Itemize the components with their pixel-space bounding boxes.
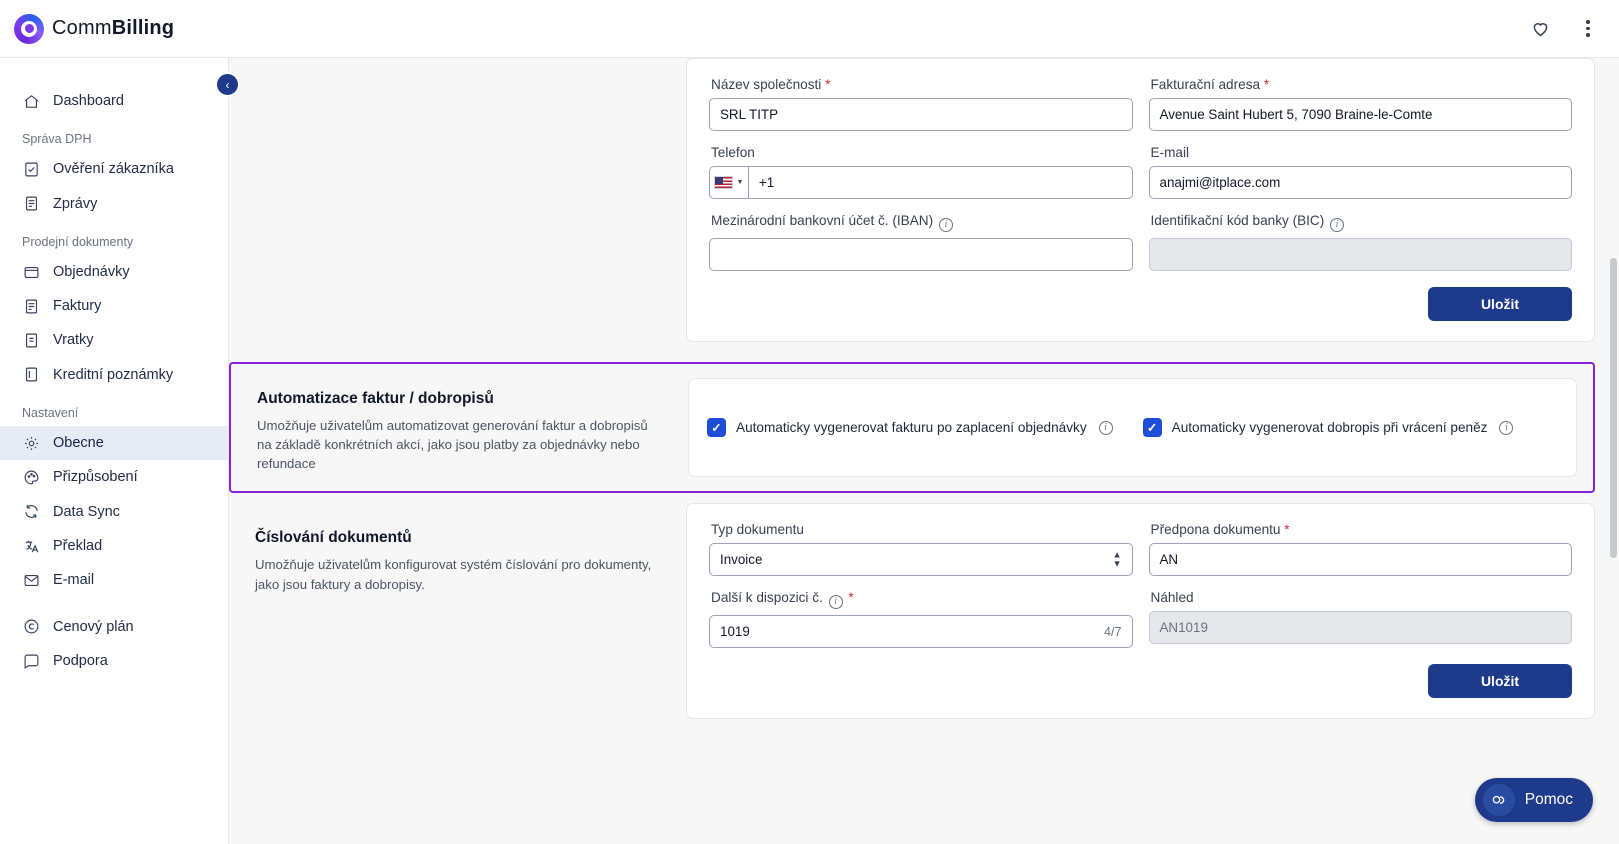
next-number-counter: 4/7 [1103,624,1122,639]
document-prefix-label: Předpona dokumentu * [1150,522,1290,538]
bic-label: Identifikační kód banky (BIC) i [1151,213,1573,232]
sidebar-item-label: Kreditní poznámky [53,366,174,383]
top-bar-actions [1527,16,1601,42]
automation-options-card [688,378,1577,477]
credit-note-icon [22,365,41,384]
sidebar-group-title-sales: Prodejní dokumenty [22,234,134,249]
sidebar-item-label: Podpora [53,652,108,669]
company-name-input[interactable]: SRL TITP [709,98,1133,131]
sidebar-item-label: E-mail [53,572,95,589]
gear-icon [22,434,41,453]
sidebar-item-dashboard[interactable] [0,84,228,118]
save-numbering-button[interactable]: Uložit [1428,664,1572,698]
sidebar-collapse-button[interactable]: ‹ [215,72,240,97]
numbering-description: Umožňuje uživatelům konfigurovat systém číslování pro dokumenty, jako jsou faktury a dobropisy. [255,557,652,592]
document-numbering-section [229,503,1595,719]
invoice-automation-section [229,362,1595,493]
pricing-icon [22,617,41,636]
help-button[interactable] [1475,778,1593,822]
sidebar [0,58,229,844]
report-icon [22,194,41,213]
required-marker: * [848,590,854,606]
mail-icon [22,571,41,590]
document-type-select[interactable]: Invoice [709,543,1133,576]
main-content [229,58,1619,844]
required-marker: * [825,77,831,92]
phone-input[interactable]: +1 [748,166,1133,199]
sidebar-item-label: Data Sync [53,503,120,520]
email-input[interactable]: anajmi@itplace.com [1149,166,1573,199]
sidebar-item-invoices[interactable] [0,289,228,323]
country-flag-selector[interactable] [709,166,748,199]
company-name-label: Název společnosti * [711,77,831,92]
sidebar-item-label: Zprávy [53,195,98,212]
required-marker: * [1263,77,1270,92]
sidebar-item-email[interactable] [0,563,228,597]
next-number-label: Další k dispozici č. i * [711,590,854,608]
logo-icon [14,14,44,44]
email-label: E-mail [1150,145,1190,160]
brand-suffix: Billing [111,17,175,39]
home-icon [22,92,41,111]
iban-label: Mezinárodní bankovní účet č. (IBAN) i [711,213,1133,232]
sidebar-item-label: Vratky [53,332,94,349]
field-email [1149,145,1573,199]
automation-description-block [231,364,688,491]
billing-address-label: Fakturační adresa * [1150,77,1270,92]
document-prefix-input[interactable]: AN [1149,543,1573,576]
check-doc-icon [22,160,41,179]
sidebar-group-title-vat: Správa DPH [22,132,92,147]
company-save-row [709,287,1572,321]
company-details-form [686,58,1595,342]
more-vertical-icon[interactable] [1575,16,1601,42]
top-bar [0,0,1619,58]
us-flag-icon [714,176,733,189]
numbering-grid [709,522,1572,648]
sidebar-item-general[interactable] [0,426,228,460]
sidebar-item-orders[interactable] [0,255,228,289]
sidebar-group-title-settings: Nastavení [22,406,79,421]
document-type-label: Typ dokumentu [711,522,804,538]
billing-address-input[interactable]: Avenue Saint Hubert 5, 7090 Braine-le-Comte [1149,98,1573,131]
sidebar-item-support[interactable] [0,644,228,678]
field-iban [709,213,1133,271]
field-document-type [709,522,1133,576]
sidebar-item-label: Cenový plán [53,618,134,635]
sidebar-item-translation[interactable] [0,529,228,563]
sidebar-item-customization[interactable] [0,460,228,494]
translate-icon [22,537,41,556]
sidebar-item-pricing-plan[interactable] [0,610,228,644]
info-icon[interactable]: i [939,218,953,232]
required-marker: * [1284,522,1290,538]
next-number-value: 1019 [720,624,750,640]
sidebar-item-label: Dashboard [53,93,124,109]
auto-invoice-label: Automaticky vygenerovat fakturu po zaplacení objednávky [736,420,1087,436]
phone-label: Telefon [711,145,755,160]
return-icon [22,331,41,350]
auto-credit-note-label: Automaticky vygenerovat dobropis při vrácení peněz [1171,420,1488,436]
automation-description: Umožňuje uživatelům automatizovat generování faktur a dobropisů na základě konkrétních akcí, jako jsou platby za objednávky nebo refundace [257,418,648,472]
auto-credit-note-option[interactable] [1143,418,1516,437]
numbering-save-row [709,664,1572,698]
order-icon [22,263,41,282]
sidebar-item-reports[interactable] [0,187,228,221]
sidebar-item-label: Přizpůsobení [53,469,138,486]
numbering-description-block [229,503,686,719]
next-number-input[interactable] [709,615,1133,648]
brand-prefix: Comm [52,17,112,39]
field-next-number [709,590,1133,648]
help-label: Pomoc [1524,791,1573,808]
field-billing-address [1149,77,1573,131]
sidebar-item-label: Překlad [53,537,103,554]
chat-icon [1483,784,1515,816]
sidebar-item-data-sync[interactable] [0,495,228,529]
brand-logo[interactable] [14,14,174,44]
auto-credit-note-checkbox[interactable]: ✓ [1143,418,1162,437]
sidebar-item-label: Ověření zákazníka [53,161,174,178]
chevron-updown-icon: ▲ ▼ [1112,549,1122,569]
chevron-down-icon: ▼ [736,179,744,186]
phone-input-group [709,166,1133,199]
invoice-icon [22,297,41,316]
numbering-title: Číslování dokumentů [255,529,412,547]
sync-icon [22,502,41,521]
info-icon[interactable]: i [1099,421,1113,435]
heart-icon[interactable] [1527,16,1553,42]
auto-invoice-checkbox[interactable]: ✓ [707,418,726,437]
preview-label: Náhled [1150,590,1194,606]
field-document-prefix [1149,522,1573,576]
bic-input[interactable] [1149,238,1573,271]
field-preview [1149,590,1573,648]
vertical-scrollbar[interactable] [1610,58,1617,844]
field-bic [1149,213,1573,271]
sidebar-item-label: Faktury [53,298,102,315]
sidebar-item-credit-notes[interactable] [0,358,228,392]
company-details-description [229,58,686,342]
company-details-section [229,58,1595,342]
settings-scroll-area[interactable] [229,58,1619,844]
info-icon[interactable]: i [1499,421,1513,435]
body [0,58,1619,844]
field-company-name [709,77,1133,131]
sidebar-item-returns[interactable] [0,323,228,357]
info-icon[interactable]: i [1330,218,1344,232]
palette-icon [22,468,41,487]
sidebar-item-label: Objednávky [53,263,130,280]
document-type-select-wrap [709,543,1133,576]
sidebar-item-label: Obecne [53,435,104,452]
save-company-button[interactable]: Uložit [1428,287,1572,321]
info-icon[interactable]: i [829,595,843,609]
automation-title: Automatizace faktur / dobropisů [257,390,494,407]
preview-value: AN1019 [1149,611,1573,644]
brand-name [52,17,174,40]
company-details-grid [709,77,1572,271]
numbering-form [686,503,1595,719]
scrollbar-thumb[interactable] [1610,258,1617,558]
sidebar-item-customer-verification[interactable] [0,152,228,186]
iban-input[interactable] [709,238,1133,271]
field-phone [709,145,1133,199]
auto-invoice-option[interactable] [707,418,1115,437]
support-icon [22,652,41,671]
